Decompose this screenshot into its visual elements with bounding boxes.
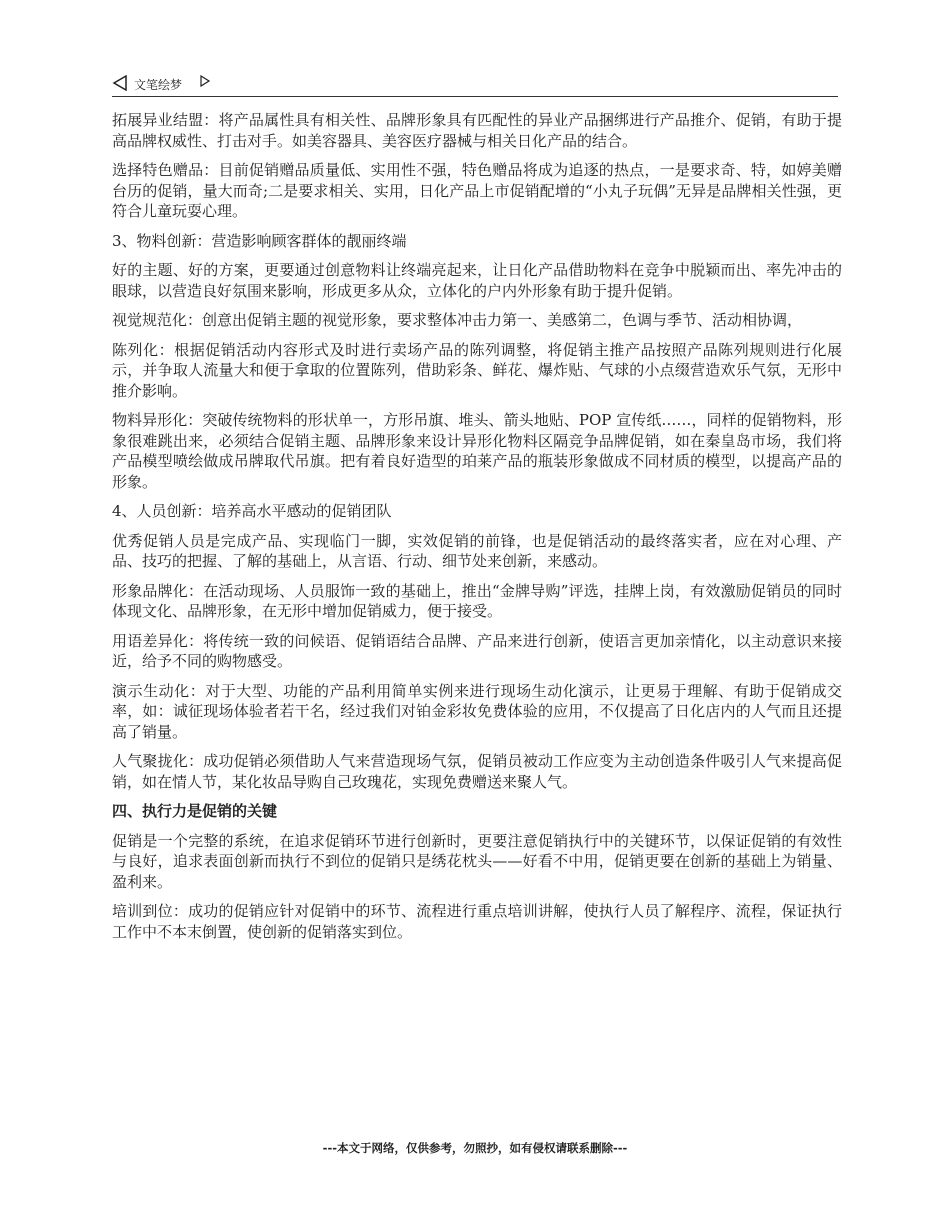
paragraph: 物料异形化：突破传统物料的形状单一，方形吊旗、堆头、箭头地贴、POP 宣传纸……，同样的促销物料，形象很难跳出来，必须结合促销主题、品牌形象来设计异形化物料区隔竞争品牌促销，如在秦皇岛市场，我们将产品模型喷绘做成吊牌取代吊旗。把有着良好造型的珀莱产品的瓶装形象做成不同材质的模型，以提高产品的形象。 [112,411,842,491]
paragraph: 拓展异业结盟：将产品属性具有相关性、品牌形象具有匹配性的异业产品捆绑进行产品推介、促销，有助于提高品牌权威性、打击对手。如美容器具、美容医疗器械与相关日化产品的结合。 [112,111,842,150]
paragraph: 优秀促销人员是完成产品、实现临门一脚，实效促销的前锋，也是促销活动的最终落实者，应在对心理、产品、技巧的把握、了解的基础上，从言语、行动、细节处来创新，来感动。 [112,531,842,570]
paragraph: 演示生动化：对于大型、功能的产品利用简单实例来进行现场生动化演示，让更易于理解、有助于促销成交率，如：诚征现场体验者若干名，经过我们对铂金彩妆免费体验的应用，不仅提高了日化店内的人气而且还提高了销量。 [112,681,842,741]
brand-name: 文笔绘梦 [134,78,183,92]
section-heading: 四、执行力是促销的关键 [112,802,278,820]
subheading: 4、人员创新：培养高水平感动的促销团队 [112,502,392,520]
subheading: 3、物料创新：营造影响顾客群体的靓丽终端 [112,231,407,250]
triangle-left-icon [112,75,128,91]
paragraph: 视觉规范化：创意出促销主题的视觉形象，要求整体冲击力第一、美感第二，色调与季节、活动相协调， [112,311,803,329]
paragraph: 好的主题、好的方案，更要通过创意物料让终端亮起来，让日化产品借助物料在竞争中脱颖而出、率先冲击的眼球，以营造良好氛围来影响，形成更多从众，立体化的户内外形象有助于提升促销。 [112,261,842,300]
footer-notice: ---本文于网络，仅供参考，勿照抄，如有侵权请联系删除--- [322,1141,628,1155]
paragraph: 培训到位：成功的促销应针对促销中的环节、流程进行重点培训讲解，使执行人员了解程序、流程，保证执行工作中不本末倒置，使创新的促销落实到位。 [112,902,842,941]
paragraph: 人气聚拢化：成功促销必须借助人气来营造现场气氛，促销员被动工作应变为主动创造条件吸引人气来提高促销，如在情人节，某化妆品导购自己玫瑰花，实现免费赠送来聚人气。 [112,752,842,791]
paragraph: 促销是一个完整的系统，在追求促销环节进行创新时，更要注意促销执行中的关键环节，以保证促销的有效性与良好，追求表面创新而执行不到位的促销只是绣花枕头——好看不中用，促销更要在创新的基础上为销量、盈利来。 [112,831,842,891]
document-body [112,110,842,951]
paragraph: 形象品牌化：在活动现场、人员服饰一致的基础上，推出“金牌导购”评选，挂牌上岗，有效激励促销员的同时体现文化、品牌形象，在无形中增加促销威力，便于接受。 [112,581,842,620]
page-header [112,72,838,97]
paragraph: 用语差异化：将传统一致的问候语、促销语结合品牌、产品来进行创新，使语言更加亲情化，以主动意识来接近，给予不同的购物感受。 [112,631,842,670]
paragraph: 选择特色赠品：目前促销赠品质量低、实用性不强，特色赠品将成为追逐的热点，一是要求奇、特，如婷美赠台历的促销，量大而奇;二是要求相关、实用，日化产品上市促销配增的“小丸子玩偶”无异是品牌相关性强，更符合儿童玩耍心理。 [112,161,842,220]
paragraph: 陈列化：根据促销活动内容形式及时进行卖场产品的陈列调整，将促销主推产品按照产品陈列规则进行化展示，并争取人流量大和便于拿取的位置陈列，借助彩条、鲜花、爆炸贴、气球的小点缀营造欢乐气氛，无形中推介影响。 [112,340,842,400]
triangle-right-icon [200,75,210,87]
